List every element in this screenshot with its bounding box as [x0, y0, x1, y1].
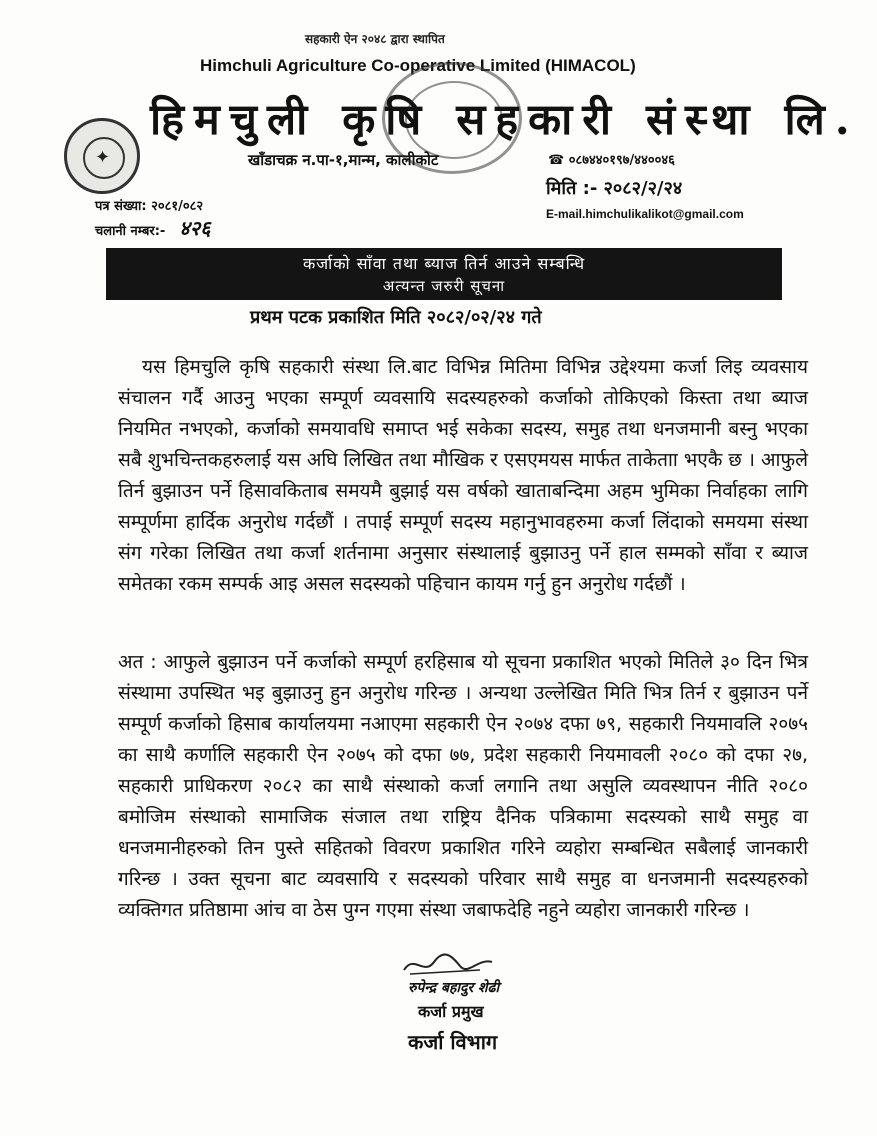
- department-name: कर्जा विभाग: [408, 1030, 498, 1054]
- phone-number: ☎ ०८७४४०१९७/४४००४६: [548, 153, 675, 168]
- signatory-name: रुपेन्द्र बहादुर शेढी: [408, 980, 500, 996]
- dispatch-number: [95, 214, 211, 241]
- handwritten-signature: [400, 948, 496, 980]
- government-seal-icon: [64, 118, 140, 194]
- body-paragraph-1: यस हिमचुलि कृषि सहकारी संस्था लि.बाट विभिन्न मितिमा विभिन्न उद्देश्यमा कर्जा लिइ व्यवसाय संचालन गर्दै आउनु भएका सम्पूर्ण व्यवसायि सदस्यहरुको कर्जाको तोकिएको किस्ता तथा ब्याज नियमित नभएको, कर्जाको समयावधि समाप्त भई सकेका सदस्य, समुह तथा धनजमानी बस्नु भएका सबै शुभचिन्तकहरुलाई यस अघि लिखित तथा मौखिक र एसएमयस मार्फत ताकेताा भएकै छ । आफुले तिर्न बुझाउन पर्ने हिसावकिताब समयमै बुझाई यस वर्षको खाताबन्दिमा अहम भुमिका निर्वाहका लागि सम्पूर्णमा हार्दिक अनुरोध गर्दछौं । तपाई सम्पूर्ण सदस्य महानुभावहरुमा कर्जा लिंदाको समयमा संस्था संग गरेका लिखित तथा कर्जा शर्तनामा अनुसार संस्थालाई बुझाउनु पर्ने हाल सम्मको साँवा र ब्याज समेतका रकम सम्पर्क आइ असल सदस्यको पहिचान कायम गर्नु हुन अनुरोध गर्दछौं ।: [118, 356, 808, 595]
- signatory-title: कर्जा प्रमुख: [418, 1002, 484, 1021]
- notice-subtitle: अत्यन्त जरुरी सूचना: [382, 277, 506, 295]
- address: खाँडाचक्र न.पा-१,मान्म, कालीकोट: [248, 151, 439, 169]
- dispatch-value: ४२६: [179, 216, 211, 240]
- reference-number: पत्र संख्या: २०८१/०८२: [95, 199, 204, 214]
- published-date: प्रथम पटक प्रकाशित मिति २०८२/०२/२४ गते: [250, 307, 542, 328]
- letter-date: मिति :- २०८२/२/२४: [546, 178, 683, 199]
- seal-emblem-icon: ✦: [95, 147, 111, 168]
- organization-english-name: Himchuli Agriculture Co-operative Limited (HIMACOL): [200, 56, 636, 75]
- notice-title-banner: [106, 248, 782, 300]
- organization-nepali-name: हिमचुली कृषि सहकारी संस्था लि.: [150, 95, 860, 145]
- email-address: E-mail.himchulikalikot@gmail.com: [546, 207, 744, 221]
- body-paragraph-2: अत : आफुले बुझाउन पर्ने कर्जाको सम्पूर्ण हरहिसाब यो सूचना प्रकाशित भएको मितिले ३० दिन भित्र संस्थामा उपस्थित भइ बुझाउनु हुन अनुरोध गरिन्छ । अन्यथा उल्लेखित मिति भित्र तिर्न र बुझाउन पर्ने सम्पूर्ण कर्जाको हिसाब कार्यालयमा नआएमा सहकारी ऐन २०७४ दफा ७९, सहकारी नियमावलि २०७५ का साथै कर्णालि सहकारी ऐन २०७५ को दफा ७७, प्रदेश सहकारी नियमावली २०८० को दफा २७, सहकारी प्राधिकरण २०८२ का साथै संस्थाको कर्जा लगानि तथा असुलि व्यवस्थापन नीति २०८० बमोजिम संस्थाको सामाजिक संजाल तथा राष्ट्रिय दैनिक पत्रिकामा सदस्यको साथै समुह वा धनजमानीहरुको तिन पुस्ते सहितको विवरण प्रकाशित गरिने व्यहोरा सम्बन्धित सबैलाई जानकारी गरिन्छ । उक्त सूचना बाट व्यवसायि र सदस्यको परिवार साथै समुह वा धनजमानी सदस्यहरुको व्यक्तिगत प्रतिष्ठामा आंच वा ठेस पुग्न गएमा संस्था जबाफदेहि नहुने व्यहोरा जानकारी गरिन्छ ।: [118, 651, 808, 921]
- dispatch-label: चलानी नम्बर:-: [95, 224, 166, 239]
- notice-title: कर्जाको साँवा तथा ब्याज तिर्न आउने सम्बन्धि: [302, 254, 586, 273]
- registration-line: सहकारी ऐन २०४८ द्वारा स्थापित: [305, 32, 445, 46]
